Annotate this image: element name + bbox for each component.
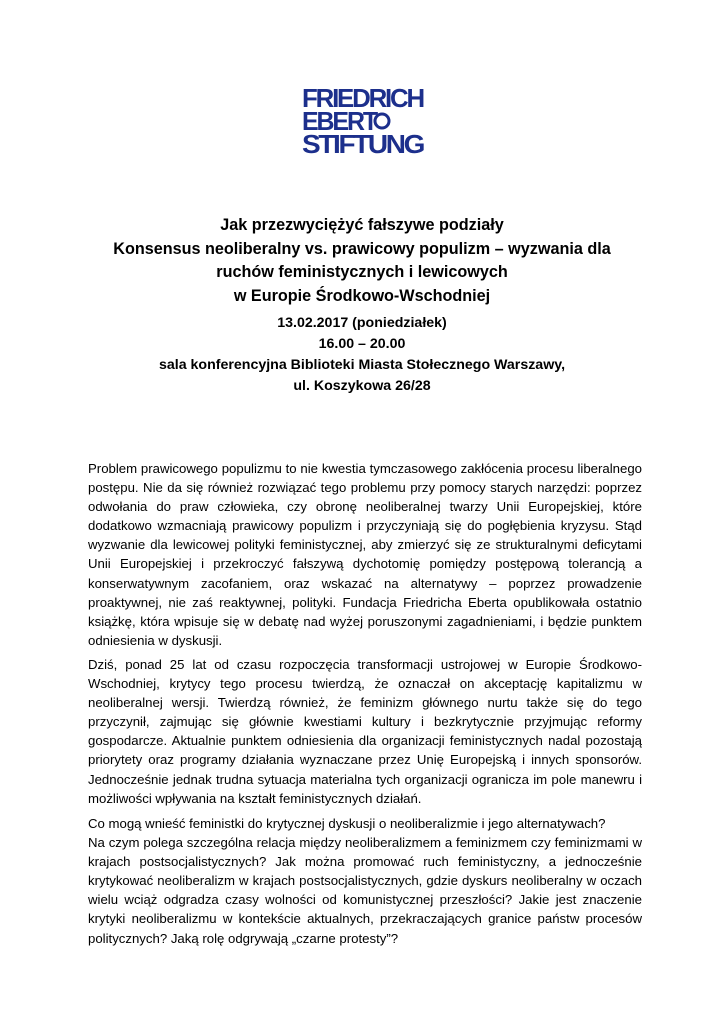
title-line: Jak przezwyciężyć fałszywe podziały (220, 216, 504, 234)
body-paragraph-1: Problem prawicowego populizmu to nie kwestia tymczasowego zakłócenia procesu liberalnego postępu. Nie da się również rozwiązać tego problemu przy pomocy starych narzędzi: poprzez odwołania do praw człowieka, czy obronę neoliberalnej twarzy Unii Europejskiej, które dodatkowo wzmacniają prawicowy populizm i przyczyniają się do pogłębienia kryzysu. Stąd wyzwanie dla lewicowej polityki feministycznej, aby zmierzyć się ze strukturalnymi deficytami Unii Europejskiej i przekroczyć fałszywą dychotomię pomiędzy postępową tolerancją a konserwatywnym zacofaniem, oraz wskazać na alternatywy – poprzez prowadzenie proaktywnej, nie zaś reaktywnej, polityki. Fundacja Friedricha Eberta opublikowała ostatnio książkę, która wpisuje się w debatę nad wyżej poruszonymi zagadnieniami, i będzie punktem odniesienia w dyskusji. (88, 461, 642, 648)
friedrich-ebert-stiftung-logo (302, 86, 424, 156)
body-paragraph-2: Dziś, ponad 25 lat od czasu rozpoczęcia transformacji ustrojowej w Europie Środkowo-Wschodniej, krytycy tego procesu twierdzą, że oznaczał on akceptację kapitalizmu w neoliberalnej wersji. Twierdzą również, że feminizm głównego nurtu także się do tego przyczynił, zajmując się głównie kwestiami kultury i bezkrytycznie przyjmując reformy gospodarcze. Aktualnie punktem odniesienia dla organizacji feministycznych nadal pozostają priorytety oraz programy działania wyznaczane przez Unię Europejską i innych sponsorów. Jednocześnie jednak trudna sytuacja materialna tych organizacji ogranicza im pole manewru i możliwości wpływania na kształt feministycznych działań. (88, 657, 642, 806)
event-details (60, 313, 664, 397)
question-line: Co mogą wnieść feministki do krytycznej dyskusji o neoliberalizmie i jego alternatywach? (88, 816, 606, 831)
svg-text:STIFTUNG: STIFTUNG (302, 129, 424, 156)
title-line: w Europie Środkowo-Wschodniej (233, 286, 491, 305)
event-title (60, 214, 664, 308)
svg-text:FRIEDRICH: FRIEDRICH (302, 86, 424, 113)
title-line: ruchów feministycznych i lewicowych (216, 263, 508, 281)
question-paragraph: Na czym polega szczególna relacja między neoliberalizmem a feminizmem czy feminizmami w krajach postsocjalistycznych? Jak można promować ruch feministyczny, a jednocześnie krytykować neoliberalizm w krajach postsocjalistycznych, gdzie dyskurs neoliberalny w oczach wielu wciąż odgradza czasy wolności od komunistycznej przeszłości? Jakie jest znaczenie krytyki neoliberalizmu w kontekście aktualnych, przekraczających granice państw procesów politycznych? Jaką rolę odgrywają „czarne protesty”? (88, 835, 642, 946)
event-time: 16.00 – 20.00 (318, 336, 406, 352)
body-paragraph-3 (88, 814, 642, 948)
title-line: Konsensus neoliberalny vs. prawicowy populizm – wyzwania dla (113, 239, 611, 258)
event-venue: sala konferencyjna Biblioteki Miasta Stołecznego Warszawy, (158, 357, 566, 373)
event-date: 13.02.2017 (poniedziałek) (277, 315, 447, 331)
svg-text:EBERT: EBERT (302, 106, 379, 136)
event-address: ul. Koszykowa 26/28 (293, 378, 431, 394)
